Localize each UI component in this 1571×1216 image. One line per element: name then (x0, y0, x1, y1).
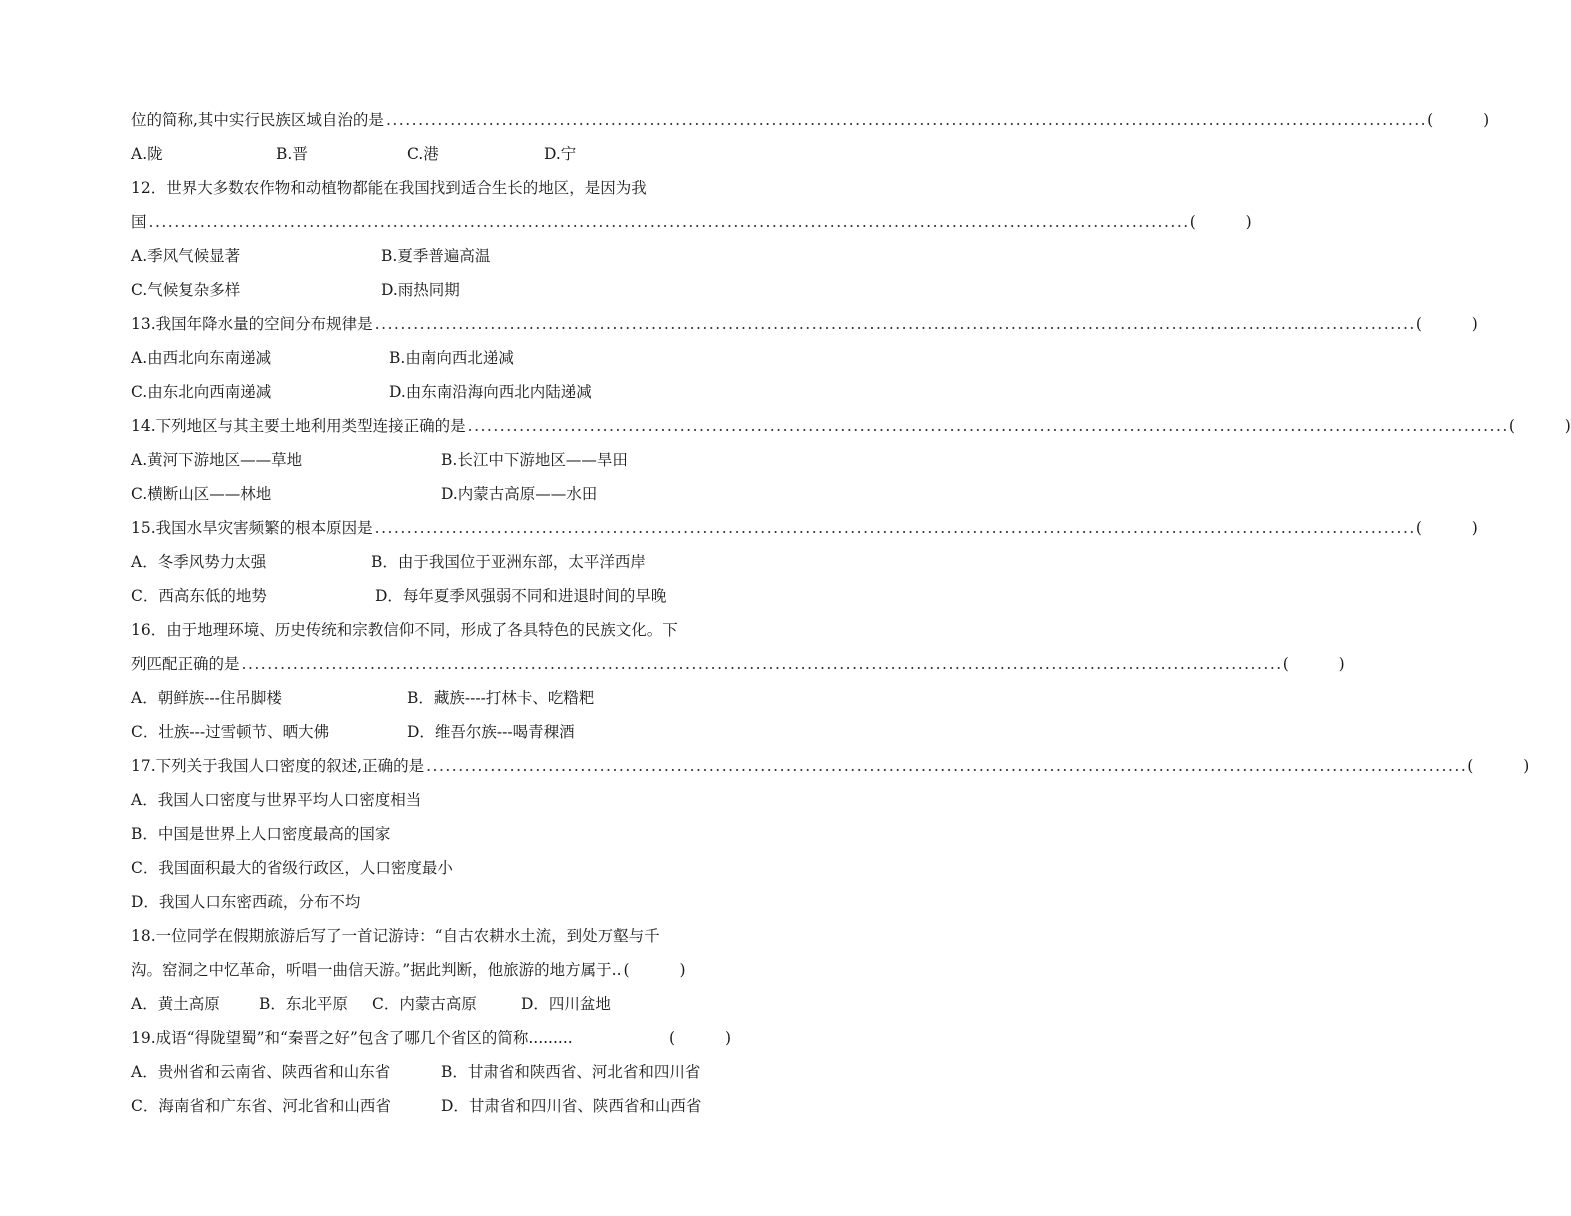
q19-option-d: D．甘肃省和四川省、陕西省和山西省 (441, 1097, 702, 1115)
q12-stem-line2 (131, 210, 1252, 234)
q14-stem (131, 414, 1571, 438)
q14-stem-text: 14.下列地区与其主要土地利用类型连接正确的是 (131, 417, 466, 435)
q19-stem (131, 1026, 731, 1050)
q13-option-d: D.由东南沿海向西北内陆递减 (389, 383, 592, 401)
answer-paren: ( ) (669, 1029, 731, 1047)
q11-option-b: B.晋 (276, 145, 308, 163)
q19-option-c: C．海南省和广东省、河北省和山西省 (131, 1097, 391, 1115)
q15-options-row2 (131, 584, 731, 608)
leader-dots: .................................................................................................................................................................. (241, 655, 1283, 673)
leader-dots: .................................................................................................................................................................. (374, 315, 1416, 333)
q12-options-row1 (131, 244, 731, 268)
leader-dots: .................................................................................................................................................................. (374, 519, 1416, 537)
q12-stem-text: 国 (131, 213, 147, 231)
q12-option-b: B.夏季普遍高温 (381, 247, 491, 265)
q17-option-b: B．中国是世界上人口密度最高的国家 (131, 825, 391, 843)
q13-options-row1 (131, 346, 731, 370)
leader-dots: .................................................................................................................................................................. (385, 111, 1428, 129)
q18-options (131, 992, 731, 1016)
q18-option-a: A．黄土高原 (131, 995, 220, 1013)
q18-stem-line2 (131, 958, 731, 982)
q13-stem (131, 312, 1478, 336)
q18-stem-text: 沟。窑洞之中忆革命，听唱一曲信天游。”据此判断，他旅游的地方属于.. (131, 961, 622, 979)
q15-option-a: A．冬季风势力太强 (131, 553, 267, 571)
leader-dots: .................................................................................................................................................................. (148, 213, 1190, 231)
answer-paren: ( ) (1189, 213, 1252, 231)
q15-option-d: D．每年夏季风强弱不同和进退时间的早晚 (375, 587, 667, 605)
q11-stem-text: 位的简称,其中实行民族区域自治的是 (131, 111, 384, 129)
q12-stem-line1: 12．世界大多数农作物和动植物都能在我国找到适合生长的地区，是因为我 (131, 179, 647, 197)
q13-option-a: A.由西北向东南递减 (131, 349, 272, 367)
q11-options (131, 142, 731, 166)
q17-option-a: A．我国人口密度与世界平均人口密度相当 (131, 791, 422, 809)
answer-paren: ( ) (623, 961, 686, 979)
q16-stem-line1: 16．由于地理环境、历史传统和宗教信仰不同，形成了各具特色的民族文化。下 (131, 621, 678, 639)
q19-stem-text: 19.成语“得陇望蜀”和“秦晋之好”包含了哪几个省区的简称......... (131, 1029, 573, 1047)
q15-stem-text: 15.我国水旱灾害频繁的根本原因是 (131, 519, 373, 537)
q11-option-d: D.宁 (544, 145, 577, 163)
q18-option-d: D．四川盆地 (521, 995, 611, 1013)
q14-options-row1 (131, 448, 731, 472)
q11-option-a: A.陇 (131, 145, 163, 163)
q14-options-row2 (131, 482, 731, 506)
q12-option-a: A.季风气候显著 (131, 247, 241, 265)
q16-options-row1 (131, 686, 731, 710)
q19-option-b: B．甘肃省和陕西省、河北省和四川省 (441, 1063, 701, 1081)
q12-option-c: C.气候复杂多样 (131, 281, 241, 299)
q19-options-row1 (131, 1060, 731, 1084)
q16-stem-line2 (131, 652, 1345, 676)
q14-option-d: D.内蒙古高原——水田 (441, 485, 598, 503)
q16-option-d: D．维吾尔族---喝青稞酒 (407, 723, 575, 741)
leader-dots: .................................................................................................................................................................. (426, 757, 1468, 775)
q15-option-c: C．西高东低的地势 (131, 587, 267, 605)
q18-option-c: C．内蒙古高原 (372, 995, 477, 1013)
q16-option-a: A．朝鲜族---住吊脚楼 (131, 689, 282, 707)
q16-option-c: C．壮族---过雪顿节、晒大佛 (131, 723, 330, 741)
q18-option-b: B．东北平原 (259, 995, 348, 1013)
answer-paren: ( ) (1467, 757, 1530, 775)
q19-options-row2 (131, 1094, 731, 1118)
q12-options-row2 (131, 278, 731, 302)
q14-option-a: A.黄河下游地区——草地 (131, 451, 303, 469)
q13-option-c: C.由东北向西南递减 (131, 383, 272, 401)
q13-stem-text: 13.我国年降水量的空间分布规律是 (131, 315, 373, 333)
q17-stem (131, 754, 1530, 778)
q16-stem-text: 列匹配正确的是 (131, 655, 240, 673)
q12-option-d: D.雨热同期 (381, 281, 460, 299)
answer-paren: ( ) (1282, 655, 1345, 673)
q15-stem (131, 516, 1478, 540)
q15-option-b: B．由于我国位于亚洲东部，太平洋西岸 (371, 553, 646, 571)
q13-option-b: B.由南向西北递减 (389, 349, 514, 367)
q17-option-d: D．我国人口东密西疏，分布不均 (131, 893, 361, 911)
q19-option-a: A．贵州省和云南省、陕西省和山东省 (131, 1063, 391, 1081)
q18-stem-line1: 18.一位同学在假期旅游后写了一首记游诗：“自古农耕水土流，到处万壑与千 (131, 927, 660, 945)
q14-option-c: C.横断山区——林地 (131, 485, 272, 503)
q17-option-c: C．我国面积最大的省级行政区，人口密度最小 (131, 859, 453, 877)
answer-paren: ( ) (1427, 111, 1490, 129)
leader-dots: .................................................................................................................................................................. (467, 417, 1509, 435)
q16-options-row2 (131, 720, 731, 744)
q17-stem-text: 17.下列关于我国人口密度的叙述,正确的是 (131, 757, 425, 775)
answer-paren: ( ) (1415, 315, 1478, 333)
q13-options-row2 (131, 380, 731, 404)
q11-stem (131, 108, 1490, 132)
q16-option-b: B．藏族----打林卡、吃糌粑 (407, 689, 595, 707)
q11-option-c: C.港 (407, 145, 439, 163)
q14-option-b: B.长江中下游地区——旱田 (441, 451, 628, 469)
answer-paren: ( ) (1508, 417, 1571, 435)
answer-paren: ( ) (1415, 519, 1478, 537)
q15-options-row1 (131, 550, 731, 574)
